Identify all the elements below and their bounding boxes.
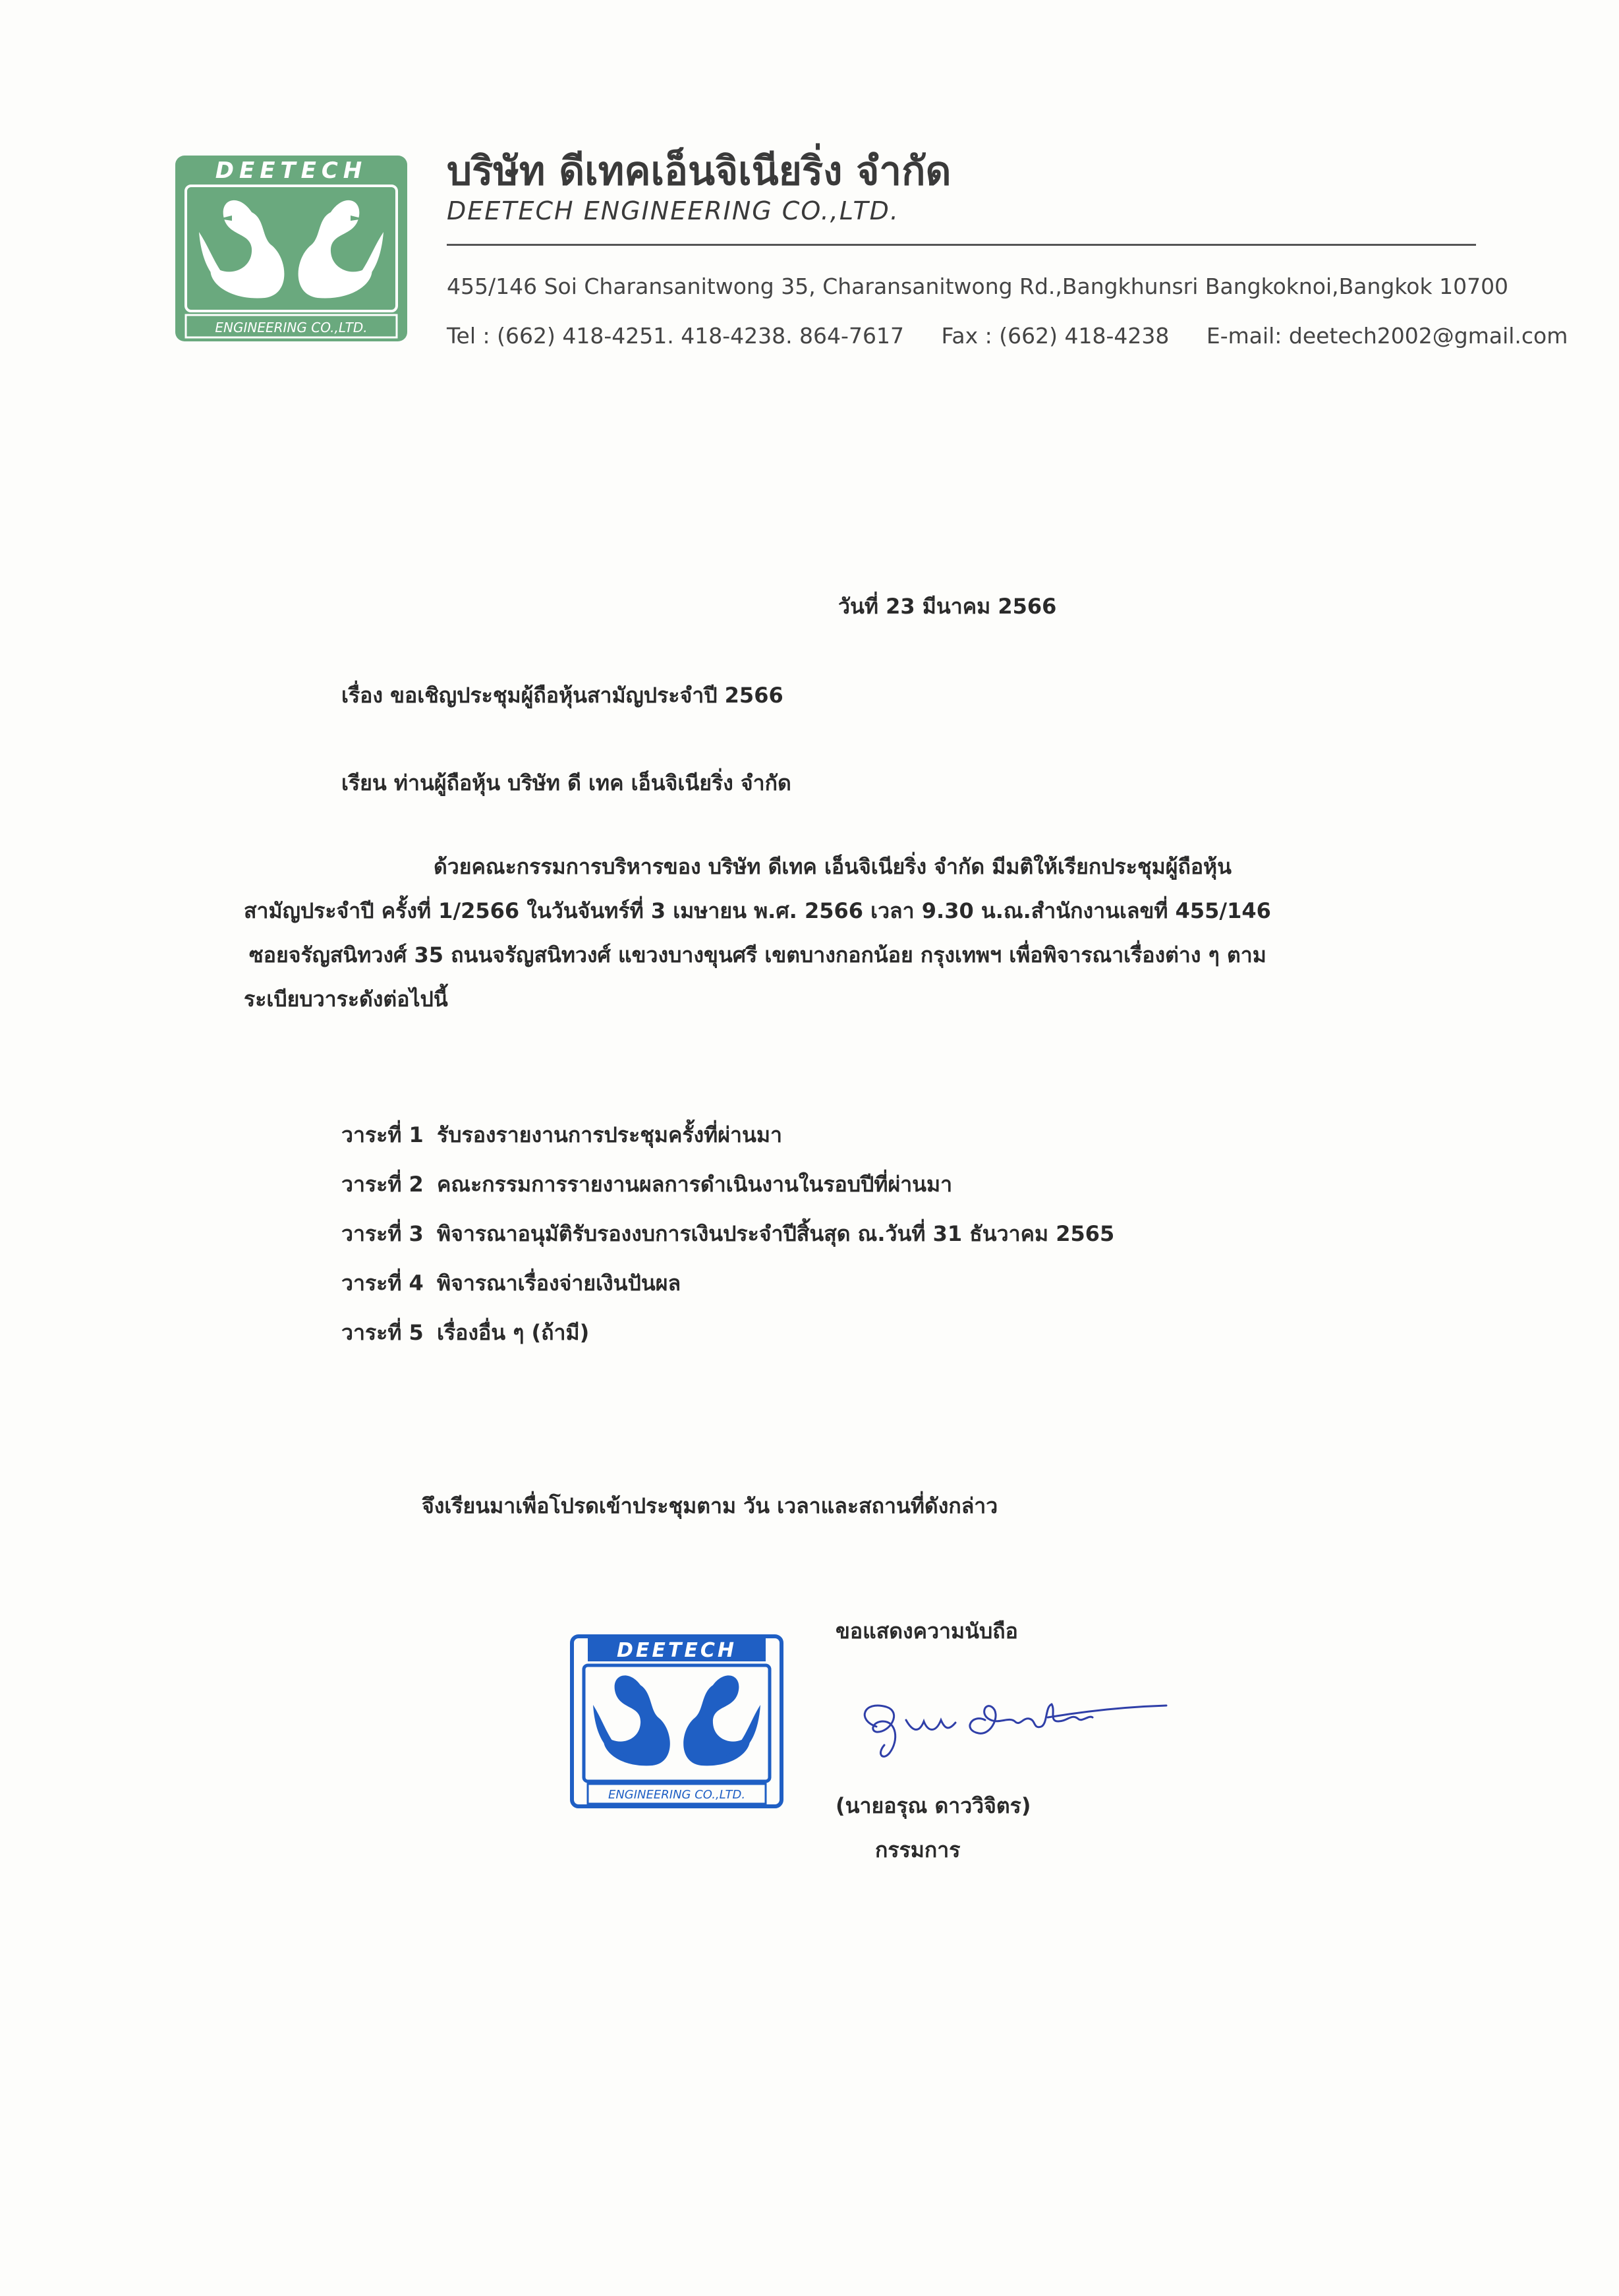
agenda-number: วาระที่ 4: [341, 1271, 424, 1296]
telephone: Tel : (662) 418-4251. 418-4238. 864-7617: [447, 323, 904, 349]
regards: ขอแสดงความนับถือ: [836, 1619, 1018, 1644]
agenda-number: วาระที่ 5: [341, 1320, 424, 1345]
agenda-text: พิจารณาเรื่องจ่ายเงินปันผล: [437, 1271, 681, 1296]
signer-position: กรรมการ: [875, 1837, 961, 1862]
agenda-number: วาระที่ 2: [341, 1172, 424, 1197]
agenda-text: รับรองรายงานการประชุมครั้งที่ผ่านมา: [437, 1122, 782, 1147]
agenda-text: คณะกรรมการรายงานผลการดำเนินงานในรอบปีที่ผ่านมา: [437, 1172, 953, 1197]
body-line: ซอยจรัญสนิทวงศ์ 35 ถนนจรัญสนิทวงศ์ แขวงบางขุนศรี เขตบางกอกน้อย กรุงเทพฯ เพื่อพิจารณาเรื่องต่าง ๆ ตาม: [249, 942, 1266, 967]
letterhead-divider: [447, 244, 1476, 246]
agenda-list: [341, 1110, 1114, 1358]
closing-line: จึงเรียนมาเพื่อโปรดเข้าประชุมตาม วัน เวลาและสถานที่ดังกล่าว: [422, 1493, 998, 1518]
agenda-number: วาระที่ 3: [341, 1221, 424, 1246]
email: E-mail: deetech2002@gmail.com: [1206, 323, 1568, 349]
logo-bottom-text: ENGINEERING CO.,LTD.: [215, 320, 368, 335]
company-address: 455/146 Soi Charansanitwong 35, Charansanitwong Rd.,Bangkhunsri Bangkoknoi,Bangkok 10700: [447, 273, 1509, 299]
agenda-item: [341, 1110, 1114, 1160]
agenda-number: วาระที่ 1: [341, 1122, 424, 1147]
stamp-top-text: DEETECH: [617, 1639, 737, 1662]
body-line: สามัญประจำปี ครั้งที่ 1/2566 ในวันจันทร์ที่ 3 เมษายน พ.ศ. 2566 เวลา 9.30 น.ณ.สำนักงานเลขที่ 455/146: [244, 898, 1271, 923]
agenda-item: [341, 1308, 1114, 1358]
handwritten-signature: [850, 1680, 1173, 1773]
agenda-item: [341, 1259, 1114, 1308]
company-name-english: DEETECH ENGINEERING CO.,LTD.: [447, 196, 899, 225]
logo-top-text: DEETECH: [215, 158, 368, 184]
agenda-text: เรื่องอื่น ๆ (ถ้ามี): [437, 1320, 590, 1345]
fax: Fax : (662) 418-4238: [941, 323, 1170, 349]
company-stamp: [568, 1632, 785, 1810]
letter-date: วันที่ 23 มีนาคม 2566: [838, 594, 1057, 619]
agenda-text: พิจารณาอนุมัติรับรองงบการเงินประจำปีสิ้นสุด ณ.วันที่ 31 ธันวาคม 2565: [437, 1221, 1115, 1246]
body-line: ระเบียบวาระดังต่อไปนี้: [244, 987, 448, 1012]
signer-name: (นายอรุณ ดาววิจิตร): [836, 1793, 1031, 1818]
letter-recipient: เรียน ท่านผู้ถือหุ้น บริษัท ดี เทค เอ็นจิเนียริ่ง จำกัด: [341, 770, 791, 795]
company-logo: [173, 153, 410, 344]
stamp-bottom-text: ENGINEERING CO.,LTD.: [608, 1788, 746, 1802]
letter-subject: เรื่อง ขอเชิญประชุมผู้ถือหุ้นสามัญประจำปี 2566: [341, 683, 783, 708]
company-contact: [447, 323, 1598, 349]
company-name-thai: บริษัท ดีเทคเอ็นจิเนียริ่ง จำกัด: [447, 148, 952, 194]
body-line: ด้วยคณะกรรมการบริหารของ บริษัท ดีเทค เอ็นจิเนียริ่ง จำกัด มีมติให้เรียกประชุมผู้ถือหุ้น: [434, 854, 1232, 879]
agenda-item: [341, 1160, 1114, 1209]
agenda-item: [341, 1209, 1114, 1259]
